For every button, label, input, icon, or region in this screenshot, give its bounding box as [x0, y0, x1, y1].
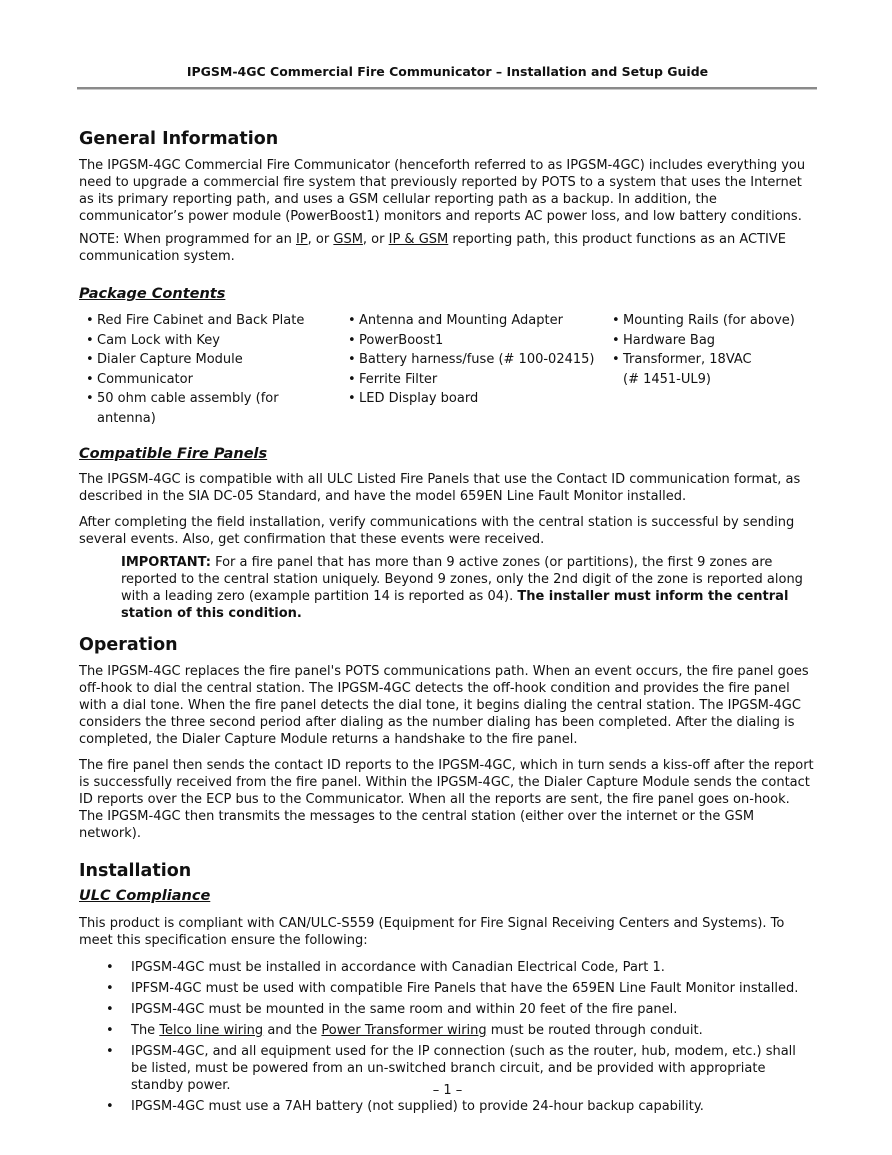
package-column-1 [79, 311, 341, 429]
page-number: – 1 – [432, 1083, 463, 1098]
telco-line-wiring-link[interactable]: Telco line wiring [159, 1022, 264, 1038]
important-label: IMPORTANT: [121, 554, 211, 570]
list-item: • Transformer, 18VAC [605, 350, 815, 370]
note-paragraph [79, 231, 816, 265]
note-suffix: reporting path, this product functions as an ACTIVE communication system. [79, 232, 786, 264]
general-information-paragraph: The IPGSM-4GC Commercial Fire Communicator (henceforth referred to as IPGSM-4GC) includes everything you need to upgrade a commercial fire system that previously reported by POTS to a system that uses the Internet as its primary reporting path, and uses a GSM cellular reporting path as a backup. In addition, the communicator’s power module (PowerBoost1) monitors and reports AC power loss, and low battery conditions. [79, 158, 806, 224]
note-separator-1: , or [307, 232, 334, 247]
important-notice [121, 554, 816, 622]
list-item-continuation: (# 1451-UL9) [623, 371, 711, 387]
compatible-fire-panels-heading: Compatible Fire Panels [79, 445, 268, 462]
package-column-2 [341, 311, 605, 429]
list-item: • IPGSM-4GC must be mounted in the same room and within 20 feet of the fire panel. [79, 1001, 816, 1018]
operation-paragraph-2: The fire panel then sends the contact ID reports to the IPGSM-4GC, which in turn sends a kiss-off after the report is successfully received from the fire panel. Within the IPGSM-4GC, the Dialer Capture Module sends the contact ID reports over the ECP bus to the Communicator. When all the reports are sent, the fire panel goes on-hook. The IPGSM-4GC then transmits the messages to the central station (either over the internet or the GSM network). [79, 757, 814, 841]
list-item: • LED Display board [341, 389, 605, 409]
power-transformer-wiring-link[interactable]: Power Transformer wiring [321, 1022, 487, 1038]
list-item: • Red Fire Cabinet and Back Plate [79, 311, 341, 331]
bullet4-text-a: The [131, 1022, 160, 1038]
note-gsm-link[interactable]: GSM [333, 232, 363, 247]
list-item: • Antenna and Mounting Adapter [341, 311, 605, 331]
list-item: • Communicator [79, 370, 341, 390]
list-item: • Hardware Bag [605, 331, 815, 351]
list-item: • Mounting Rails (for above) [605, 311, 815, 331]
bullet4-text-c: must be routed through conduit. [486, 1022, 703, 1038]
installation-heading: Installation [79, 860, 192, 881]
header-rule [77, 87, 817, 90]
list-item: • IPFSM-4GC must be used with compatible Fire Panels that have the 659EN Line Fault Monitor installed. [79, 980, 816, 997]
ulc-compliance-heading: ULC Compliance [79, 887, 211, 904]
list-item: • Ferrite Filter [341, 370, 605, 390]
package-contents-list [79, 311, 816, 429]
note-ip-gsm-link[interactable]: IP & GSM [388, 232, 449, 247]
important-text: For a fire panel that has more than 9 active zones (or partitions), the first 9 zones are reported to the central station uniquely. Beyond 9 zones, only the 2nd digit of the zone is reported along with a leading zero (example partition 14 is reported as 04). [121, 554, 803, 604]
compatible-paragraph-1: The IPGSM-4GC is compatible with all ULC Listed Fire Panels that use the Contact ID communication format, as described in the SIA DC-05 Standard, and have the model 659EN Line Fault Monitor installed. [79, 471, 801, 504]
note-prefix: NOTE: When programmed for an [79, 232, 296, 247]
list-item: • Battery harness/fuse (# 100-02415) [341, 350, 605, 370]
note-separator-2: , or [362, 232, 389, 247]
list-item: • 50 ohm cable assembly (for antenna) [79, 389, 341, 428]
page-header: IPGSM-4GC Commercial Fire Communicator – Installation and Setup Guide [186, 64, 709, 79]
ulc-paragraph: This product is compliant with CAN/ULC-S559 (Equipment for Fire Signal Receiving Centers and Systems). To meet this specification ensure the following: [79, 915, 785, 948]
document-body [79, 128, 816, 1119]
package-contents-heading: Package Contents [79, 286, 226, 302]
package-column-3 [605, 311, 815, 429]
list-item: • Cam Lock with Key [79, 331, 341, 351]
list-item: • IPGSM-4GC must be installed in accordance with Canadian Electrical Code, Part 1. [79, 959, 816, 976]
operation-paragraph-1: The IPGSM-4GC replaces the fire panel's POTS communications path. When an event occurs, the fire panel goes off-hook to dial the central station. The IPGSM-4GC detects the off-hook condition and provides the fire panel with a dial tone. When the fire panel detects the dial tone, it begins dialing the central station. The IPGSM-4GC considers the three second period after dialing as the number dialing has been completed. After the dialing is completed, the Dialer Capture Module returns a handshake to the fire panel. [79, 663, 809, 747]
important-bold-text: The installer must inform the central station of this condition. [121, 588, 789, 621]
note-ip-link[interactable]: IP [295, 232, 308, 247]
list-item [79, 1022, 816, 1039]
bullet4-text-b: and the [263, 1022, 322, 1038]
list-item: • Dialer Capture Module [79, 350, 341, 370]
general-information-heading: General Information [79, 129, 279, 149]
list-item: • IPGSM-4GC must use a 7AH battery (not supplied) to provide 24-hour backup capability. [79, 1098, 816, 1115]
compatible-paragraph-2: After completing the field installation, verify communications with the central station is successful by sending several events. Also, get confirmation that these events were received. [79, 514, 795, 547]
list-item: • PowerBoost1 [341, 331, 605, 351]
list-item: • IPGSM-4GC, and all equipment used for the IP connection (such as the router, hub, modem, etc.) shall be listed, must be powered from an un-switched branch circuit, and be provided with appropriate standby power. [79, 1043, 816, 1094]
operation-heading: Operation [79, 634, 178, 655]
